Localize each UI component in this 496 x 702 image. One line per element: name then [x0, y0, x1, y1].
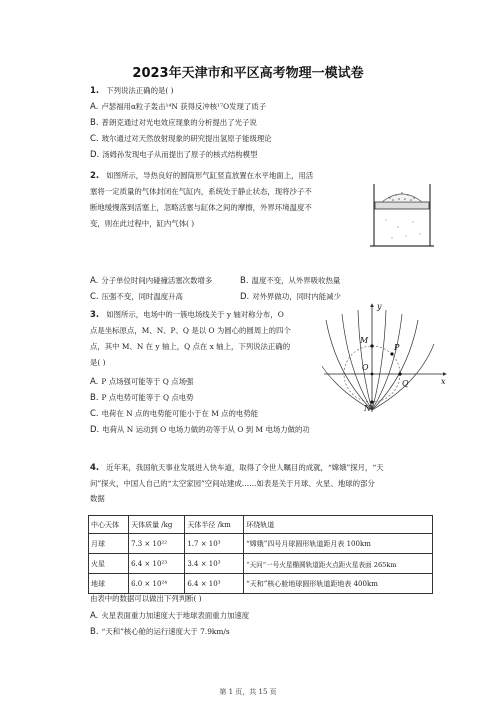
q2-options-row-2 — [90, 291, 341, 303]
question-2-stem-line-3: 断地缓慢落到活塞上，忽略活塞与缸体之间的摩擦，外界环境温度不 — [90, 203, 312, 212]
label-q: Q — [402, 379, 409, 388]
table-row — [89, 574, 433, 594]
question-4-prompt: 由表中的数据可以做出下列判断( ) — [90, 594, 202, 603]
cylinder-figure — [368, 172, 438, 252]
question-4-stem — [90, 460, 384, 506]
table-cell: 地球 — [89, 574, 129, 594]
table-header: 天体质量 /kg — [129, 516, 185, 534]
table-cell: 火星 — [89, 554, 129, 574]
table-cell: 6.4 × 10²³ — [129, 554, 185, 574]
question-3-stem-line-2: 点是坐标原点，M、N、P、Q 是以 O 为圆心的圆周上的四个 — [90, 326, 291, 335]
q3-option-c: C. 电荷在 N 点的电势能可能小于在 M 点的电势能 — [90, 409, 259, 419]
q2-options-row-1 — [90, 275, 341, 287]
paper-title: 2023年天津市和平区高考物理一模试卷 — [132, 66, 364, 81]
table-header: 环绕轨道 — [244, 516, 433, 534]
table-header: 天体半径 /km — [185, 516, 244, 534]
q3-option-d: D. 电荷从 N 运动到 O 电场力做的功等于从 O 到 M 电场力做的功 — [90, 425, 310, 435]
q2-option-c: C. 压强不变，同时温度升高 — [90, 292, 183, 302]
table-row — [89, 554, 433, 574]
table-cell: “天问”一号火星椭圆轨道距火点距火星表面 265km — [244, 554, 433, 574]
question-4-stem-line-2: 问”探火，中国人自己的“太空家园”空间站建成……如表是关于月球、火星、地球的部分 — [90, 479, 375, 488]
electric-field-figure — [322, 300, 452, 415]
q1-option-a: A. 卢瑟福用α粒子轰击¹⁴N 获得反冲核¹⁷O发现了质子 — [90, 102, 267, 112]
question-4-stem-line-1: 4. 近年来，我国航天事业发展进入快车道，取得了令世人瞩目的成就，“嫦娥”探月，“天 — [90, 463, 384, 473]
question-3-stem-line-3: 点，其中 M、N 在 y 轴上，Q 点在 x 轴上，下列说法正确的 — [90, 342, 291, 351]
question-4-stem-line-3: 数据 — [90, 494, 105, 503]
label-n: N — [364, 404, 371, 413]
label-p: P — [394, 343, 400, 352]
question-3-stem-line-4: 是( ) — [90, 358, 106, 367]
page-footer: 第 1 页，共 15 页 — [219, 688, 277, 696]
q4-option-b: B. “天和”核心舱的运行速度大于 7.9km/s — [90, 627, 230, 637]
table-cell: “天和”核心舱地球圆形轨道距地表 400km — [244, 574, 433, 594]
question-2-stem-line-2: 塞将一定质量的气体封闭在气缸内，系统处于静止状态，现将沙子不 — [90, 187, 312, 196]
table-cell: 7.3 × 10²² — [129, 534, 185, 554]
table-cell: 6.4 × 10³ — [185, 574, 244, 594]
label-y: y — [377, 302, 382, 311]
table-cell: 6.0 × 10²⁴ — [129, 574, 185, 594]
q1-option-d: D. 汤姆孙发现电子从而提出了原子的核式结构模型 — [90, 150, 258, 160]
q2-option-a: A. 分子单位时间内碰撞活塞次数增多 — [90, 276, 213, 286]
q2-option-b: B. 温度不变，从外界吸收热量 — [240, 276, 341, 286]
table-header: 中心天体 — [89, 516, 129, 534]
label-o: O — [362, 363, 369, 372]
question-3-stem-line-1: 3. 如图所示，电场中的一簇电场线关于 y 轴对称分布，O — [90, 310, 284, 320]
label-x: x — [441, 377, 446, 386]
question-2-stem-line-4: 变，则在此过程中，缸内气体( ) — [90, 219, 195, 228]
q1-option-c: C. 玻尔通过对天然放射现象的研究提出氢原子能级理论 — [90, 134, 272, 144]
label-m: M — [360, 336, 369, 345]
table-cell: 3.4 × 10³ — [185, 554, 244, 574]
q3-option-b: B. P 点电势可能等于 Q 点电势 — [90, 393, 194, 403]
table-header-row — [89, 516, 433, 534]
q3-option-a: A. P 点场强可能等于 Q 点场强 — [90, 377, 194, 387]
table-row — [89, 534, 433, 554]
table-cell: 1.7 × 10³ — [185, 534, 244, 554]
question-2-stem-line-1: 2. 如图所示，导热良好的圆筒形气缸竖直放置在水平地面上，用活 — [90, 171, 314, 181]
q4-option-a: A. 火星表面重力加速度大于地球表面重力加速度 — [90, 611, 250, 621]
q1-option-b: B. 普朗克通过对光电效应现象的分析提出了光子说 — [90, 118, 257, 128]
table-cell: “嫦娥”四号月球圆形轨道距月表 100km — [244, 534, 433, 554]
q2-option-d: D. 对外界做功，同时内能减少 — [240, 292, 341, 302]
question-number: 1. — [90, 86, 100, 96]
celestial-data-table — [88, 515, 433, 594]
question-1-stem: 1. 下列说法正确的是( ) — [90, 86, 174, 96]
table-cell: 月球 — [89, 534, 129, 554]
